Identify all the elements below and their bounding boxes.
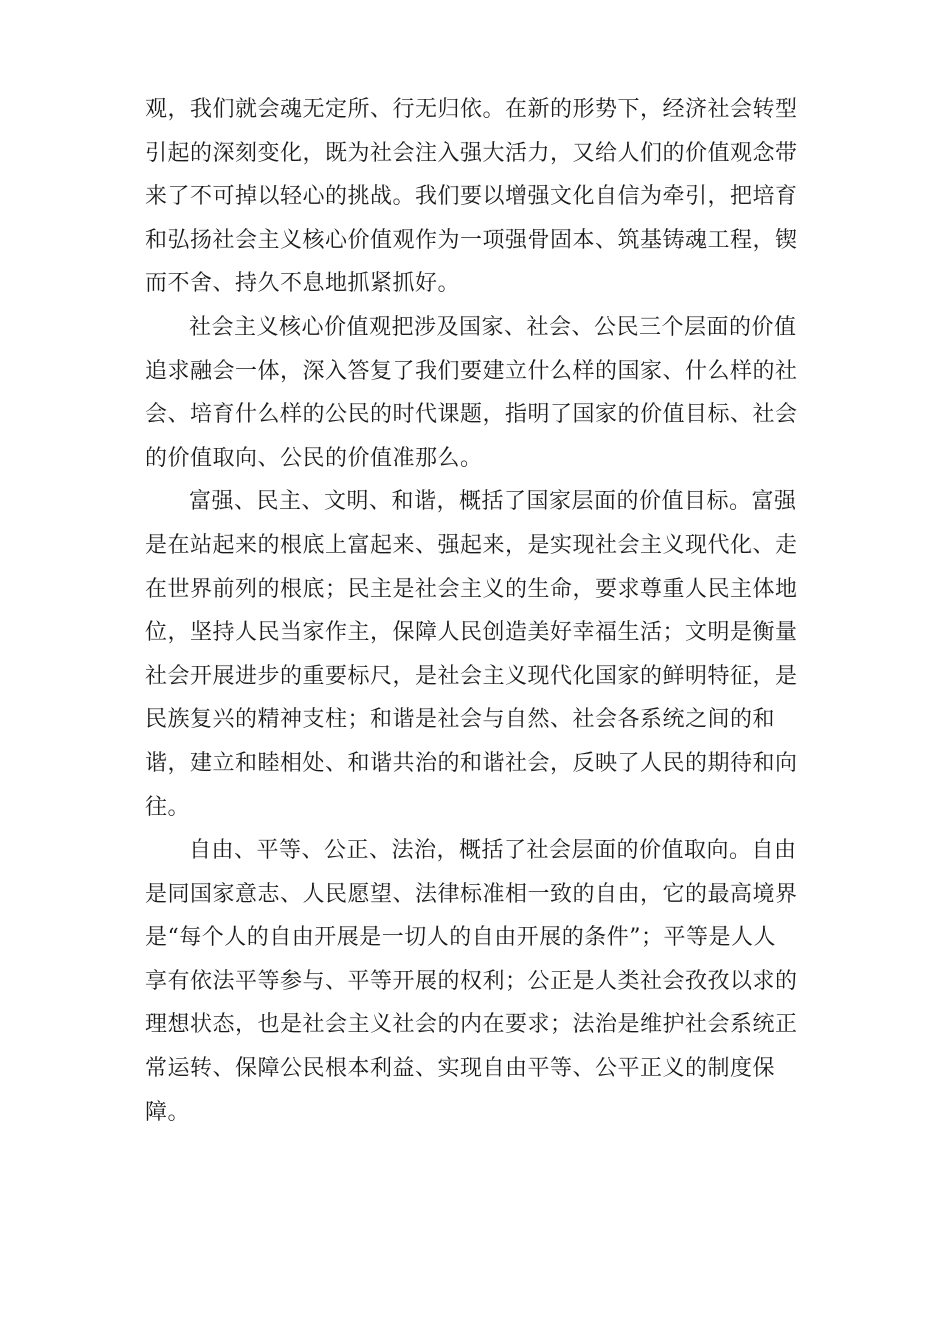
text-line: 富强、民主、文明、和谐，概括了国家层面的价值目标。富强 — [189, 489, 797, 515]
text-line: 社会主义核心价值观把涉及国家、社会、公民三个层面的价值 — [189, 314, 797, 340]
text-line: 观，我们就会魂无定所、行无归依。在新的形势下，经济社会转型 — [145, 97, 798, 122]
text-line: 是同国家意志、人民愿望、法律标准相一致的自由，它的最高境界 — [145, 881, 798, 907]
text-line: 自由、平等、公正、法治，概括了社会层面的价值取向。自由 — [189, 838, 797, 864]
paragraph-3 — [145, 480, 805, 829]
paragraph-2 — [145, 306, 805, 480]
text-line: 民族复兴的精神支柱；和谐是社会与自然、社会各系统之间的和 — [145, 707, 776, 733]
text-line: 是“每个人的自由开展是一切人的自由开展的条件”；平等是人人 — [145, 925, 776, 951]
text-line: 谐，建立和睦相处、和谐共治的和谐社会，反映了人民的期待和向 — [145, 750, 798, 776]
text-line: 位，坚持人民当家作主，保障人民创造美好幸福生活；文明是衡量 — [145, 620, 798, 646]
text-line: 和弘扬社会主义核心价值观作为一项强骨固本、筑基铸魂工程，锲 — [145, 227, 798, 253]
text-line: 理想状态，也是社会主义社会的内在要求；法治是维护社会系统正 — [145, 1012, 798, 1038]
text-line: 来了不可掉以轻心的挑战。我们要以增强文化自信为牵引，把培育 — [145, 184, 798, 210]
text-line: 是在站起来的根底上富起来、强起来，是实现社会主义现代化、走 — [145, 532, 798, 558]
text-line: 引起的深刻变化，既为社会注入强大活力，又给人们的价值观念带 — [145, 140, 798, 166]
paragraph-4 — [145, 829, 805, 1134]
paragraph-1 — [145, 88, 805, 306]
text-line: 社会开展进步的重要标尺，是社会主义现代化国家的鲜明特征，是 — [145, 663, 798, 689]
text-line: 而不舍、持久不息地抓紧抓好。 — [145, 271, 461, 297]
document-body — [145, 88, 805, 1134]
text-line: 往。 — [145, 794, 191, 820]
text-line: 享有依法平等参与、平等开展的权利；公正是人类社会孜孜以求的 — [145, 968, 798, 994]
text-line: 常运转、保障公民根本利益、实现自由平等、公平正义的制度保 — [145, 1056, 776, 1082]
text-line: 的价值取向、公民的价值准那么。 — [145, 445, 483, 471]
text-line: 障。 — [145, 1099, 191, 1125]
text-line: 在世界前列的根底；民主是社会主义的生命，要求尊重人民主体地 — [145, 576, 798, 602]
text-line: 会、培育什么样的公民的时代课题，指明了国家的价值目标、社会 — [145, 402, 798, 428]
text-line: 追求融会一体，深入答复了我们要建立什么样的国家、什么样的社 — [145, 358, 798, 384]
